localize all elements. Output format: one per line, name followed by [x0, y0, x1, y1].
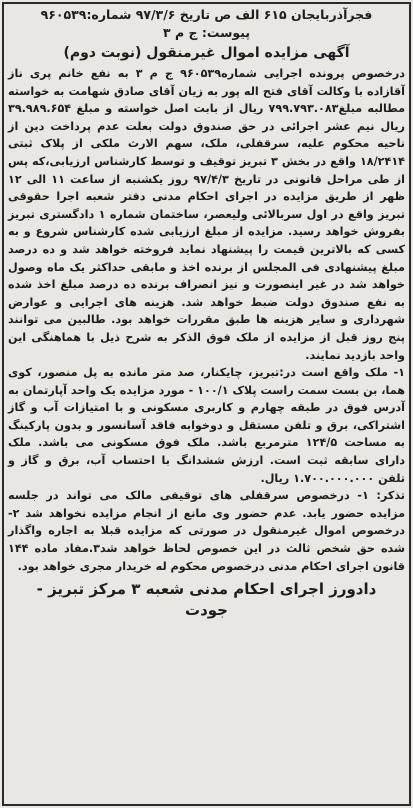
notice-paragraph-notes: تذکر: ۱- درخصوص سرقفلی های توقیفی مالک می تواند در جلسه مزایده حضور یابد. عدم حضور وی مانع از انجام مزایده نخواهد شد ۲- درخصوص اموال غیرمنقول در صورتی که مزایده قبلا به اجاره واگذار شده حق شخص ثالث در این خصوص لحاظ خواهد شد۳.مفاد ماده ۱۴۴ قانون اجرای احکام مدنی درخصوص محکوم له خریدار مجری خواهد بود.: [8, 489, 406, 573]
attachment-line: پیوست: ج م ۳: [162, 25, 251, 40]
newspaper-header: فجرآذربایجان ۶۱۵ الف ص تاریخ ۹۷/۳/۶ شماره:۹۶۰۵۳۹: [40, 7, 373, 22]
signature-name: جودت: [185, 601, 228, 620]
notice-paragraph-property: ۱- ملک واقع است در:تبریز، چایکنار، صد متر مانده به پل منصور، کوی هما، بن بست سمت راست پلاک ۱۰۰/۱ - مورد مزایده یک واحد آپارتمان به آدرس فوق در طبقه چهارم و کاربری مسکونی و با امتیازات آب و گاز اشتراکی، برق و تلفن مستقل و دوخوابه فاقد آسانسور و بدون پارکینگ به مساحت ۱۲۴/۵ مترمربع باشد. ملک فوق مسکونی می باشد. ملک دارای سابقه ثبت است. ارزش ششدانگ با احتساب آب، برق و گاز و تلفن ۱.۷۰۰.۰۰۰.۰۰۰ ریال.: [8, 366, 405, 485]
notice-title: آگهی مزایده اموال غیرمنقول (نوبت دوم): [63, 45, 350, 61]
signature-line: دادورز اجرای احکام مدنی شعبه ۳ مرکز تبریز -: [36, 580, 377, 599]
notice-paragraph-main: درخصوص پرونده اجرایی شماره۹۶۰۵۳۹ ج م ۳ به نفع خانم پری ناز آقازاده با وکالت آقای فتح اله پور به زیان آقای صادق شهامت به خواسته مطالبه مبلغ۷۹۹.۷۹۳.۰۸۳ ریال از بابت اصل خواسته و مبلغ ۳۹.۹۸۹.۶۵۴ ریال نیم عشر اجرائی در حق صندوق دولت بعلت عدم پرداخت دین از ناحیه محکوم علیه، سرقفلی، ملک، سهم الارث ملکی از پلاک ثبتی ۱۸/۲۴۱۴ واقع در بخش ۳ تبریز توقیف و توسط کارشناس ارزیابی،که پس از طی مراحل قانونی در تاریخ ۹۷/۴/۳ روز یکشنبه از ساعت ۱۱ الی ۱۲ ظهر از طریق مزایده در اجرای احکام مدنی دفتر شعبه اجرا حقوقی تبریز واقع در اول سربالائی ولیعصر، ساختمان شماره ۱ دادگستری تبریز بفروش خواهد رسید. مزایده از مبلغ ارزیابی شده کارشناس شروع و به کسی که بالاترین قیمت را پیشنهاد نماید فروخته خواهد شد و ده درصد مبلغ پیشنهادی فی المجلس از برنده اخذ و مابقی حداکثر یک ماه وصول خواهد شد در غیر اینصورت و نیز انصراف برنده ده درصد مبلغ اخذ شده به نفع صندوق دولت ضبط خواهد شد. هزینه های اجرایی و عوارض شهرداری و سایر هزینه ها طبق مقررات خواهد بود. طالبین می توانند پنج روز قبل از مزایده از ملک فوق الذکر به شرح ذیل با هماهنگی این واحد بازدید نمایند.: [8, 67, 405, 362]
